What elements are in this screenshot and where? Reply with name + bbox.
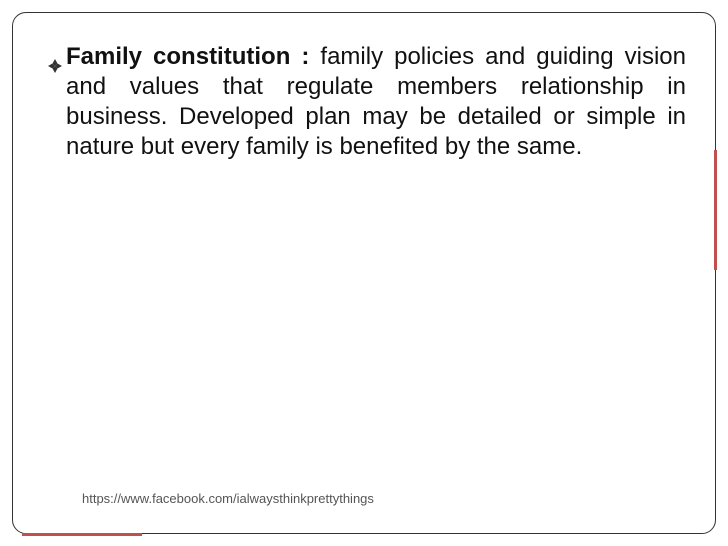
slide-content [48, 42, 686, 162]
bullet-item [48, 42, 686, 162]
frame-accent-right [714, 150, 717, 270]
frame-accent-bottom [22, 533, 142, 536]
bullet-text: family policies and guiding vision and values that regulate members relationship in business. Developed plan may be detailed or simple in nature but every family is benefited by the same. [66, 43, 687, 160]
diamond-bullet-icon [48, 51, 62, 65]
footer-url: https://www.facebook.com/ialwaysthinkprettythings [82, 491, 374, 506]
bullet-term: Family constitution : [66, 43, 321, 70]
